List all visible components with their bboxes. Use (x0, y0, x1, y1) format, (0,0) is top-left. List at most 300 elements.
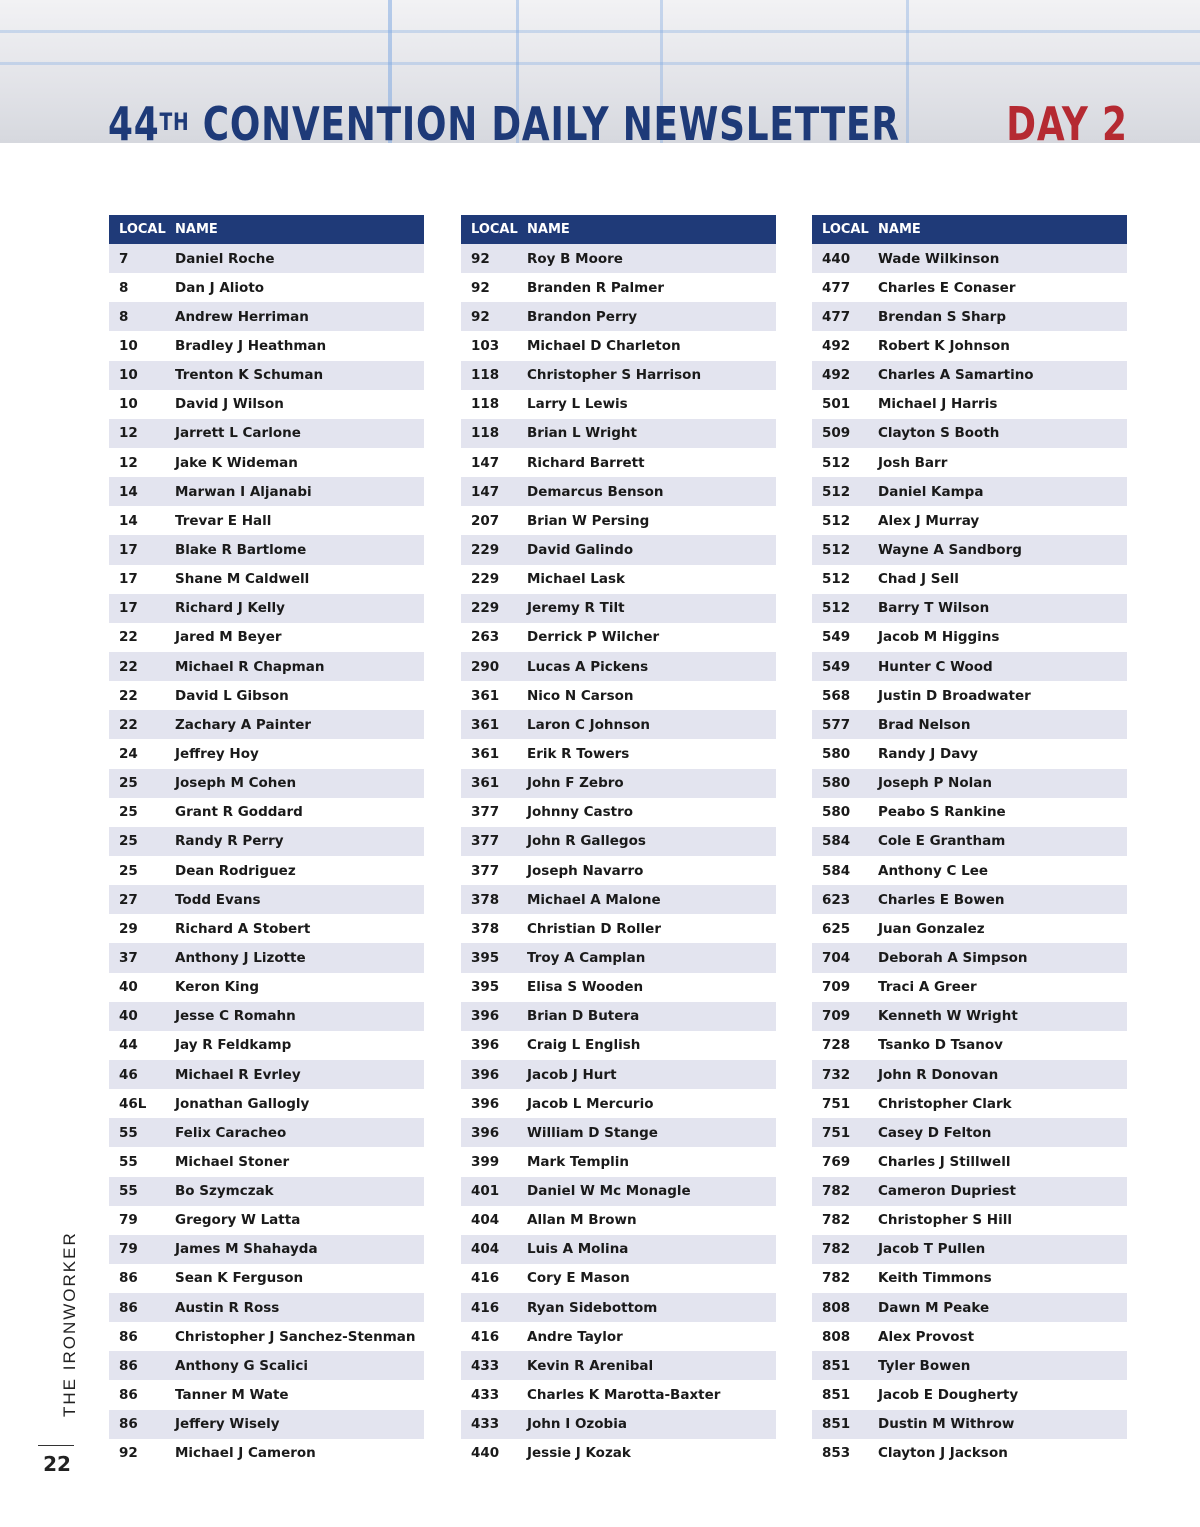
local-number: 399 (471, 1153, 500, 1170)
table-row (812, 710, 1127, 739)
table-row (109, 331, 424, 360)
member-name: Daniel Roche (175, 250, 275, 267)
member-name: Christopher S Hill (878, 1212, 1012, 1229)
member-name: Jeffrey Hoy (175, 745, 259, 762)
local-number: 86 (119, 1299, 138, 1316)
table-row (109, 1439, 424, 1468)
table-row (812, 1147, 1127, 1176)
table-row (109, 973, 424, 1002)
name-header: NAME (175, 222, 218, 237)
table-row (461, 710, 776, 739)
member-name: Jessie J Kozak (527, 1445, 631, 1462)
table-row (812, 827, 1127, 856)
member-name: Anthony C Lee (878, 862, 989, 879)
table-row (109, 506, 424, 535)
member-name: Michael R Chapman (175, 658, 325, 675)
member-name: Laron C Johnson (527, 716, 651, 733)
local-number: 22 (119, 629, 138, 646)
table-row (109, 477, 424, 506)
member-name: Chad J Sell (878, 571, 959, 588)
table-row (461, 1264, 776, 1293)
member-name: John I Ozobia (527, 1416, 627, 1433)
local-number: 263 (471, 629, 500, 646)
table-row (461, 594, 776, 623)
member-name: Grant R Goddard (175, 804, 303, 821)
table-row (109, 943, 424, 972)
member-name: Clayton S Booth (878, 425, 1000, 442)
local-header: LOCAL (119, 222, 166, 237)
member-name: Cole E Grantham (878, 833, 1006, 850)
member-name: Richard A Stobert (175, 920, 311, 937)
member-name: Daniel Kampa (878, 483, 984, 500)
table-row (812, 535, 1127, 564)
local-number: 22 (119, 716, 138, 733)
local-number: 86 (119, 1416, 138, 1433)
local-number: 27 (119, 891, 138, 908)
member-name: Clayton J Jackson (878, 1445, 1008, 1462)
table-row (461, 1235, 776, 1264)
local-number: 477 (822, 308, 851, 325)
table-row (812, 885, 1127, 914)
table-row (109, 1293, 424, 1322)
name-header: NAME (527, 222, 570, 237)
table-row (461, 1177, 776, 1206)
table-row (109, 390, 424, 419)
local-number: 44 (119, 1037, 138, 1054)
local-number: 361 (471, 775, 500, 792)
member-name: Brendan S Sharp (878, 308, 1006, 325)
local-number: 549 (822, 658, 851, 675)
table-row (109, 1060, 424, 1089)
table-row (109, 1118, 424, 1147)
table-row (461, 769, 776, 798)
table-row (461, 1351, 776, 1380)
table-row (461, 798, 776, 827)
table-row (109, 1410, 424, 1439)
member-name: Christopher J Sanchez-Stenman (175, 1328, 416, 1345)
table-row (812, 1351, 1127, 1380)
member-name: Jesse C Romahn (175, 1008, 296, 1025)
local-number: 10 (119, 337, 138, 354)
local-number: 14 (119, 512, 138, 529)
table-row (109, 448, 424, 477)
local-number: 395 (471, 979, 500, 996)
local-number: 404 (471, 1241, 500, 1258)
local-number: 55 (119, 1183, 138, 1200)
page-number: 22 (43, 1452, 71, 1476)
member-name: Dean Rodriguez (175, 862, 296, 879)
local-number: 623 (822, 891, 851, 908)
publication-name: THE IRONWORKER (60, 1231, 79, 1417)
member-name: Tyler Bowen (878, 1357, 971, 1374)
table-row (461, 1293, 776, 1322)
local-number: 229 (471, 541, 500, 558)
member-name: Andre Taylor (527, 1328, 623, 1345)
local-number: 396 (471, 1008, 500, 1025)
local-number: 568 (822, 687, 851, 704)
local-number: 512 (822, 454, 851, 471)
local-number: 378 (471, 920, 500, 937)
local-number: 396 (471, 1095, 500, 1112)
local-number: 395 (471, 949, 500, 966)
member-name: Charles J Stillwell (878, 1153, 1011, 1170)
header-banner (0, 0, 1200, 151)
member-name: Bo Szymczak (175, 1183, 274, 1200)
local-number: 46L (119, 1095, 147, 1112)
local-number: 512 (822, 512, 851, 529)
table-row (812, 1177, 1127, 1206)
table-row (812, 1118, 1127, 1147)
member-name: Michael D Charleton (527, 337, 681, 354)
member-name: Larry L Lewis (527, 396, 628, 413)
local-number: 580 (822, 775, 851, 792)
member-name: Nico N Carson (527, 687, 634, 704)
day-label: DAY 2 (1006, 97, 1128, 151)
local-number: 728 (822, 1037, 851, 1054)
member-name: Mark Templin (527, 1153, 630, 1170)
member-name: Tanner M Wate (175, 1387, 289, 1404)
table-row (461, 390, 776, 419)
member-name: Gregory W Latta (175, 1212, 301, 1229)
local-number: 377 (471, 862, 500, 879)
local-number: 625 (822, 920, 851, 937)
local-number: 229 (471, 571, 500, 588)
table-row (812, 565, 1127, 594)
divider (38, 1445, 74, 1446)
table-row (461, 943, 776, 972)
table-row (461, 827, 776, 856)
local-number: 440 (822, 250, 851, 267)
table-row (812, 506, 1127, 535)
member-name: Charles E Conaser (878, 279, 1016, 296)
local-number: 577 (822, 716, 851, 733)
local-number: 25 (119, 804, 138, 821)
name-header: NAME (878, 222, 921, 237)
table-row (109, 1322, 424, 1351)
member-name: Craig L English (527, 1037, 641, 1054)
member-name: Keron King (175, 979, 259, 996)
member-name: Anthony G Scalici (175, 1357, 309, 1374)
local-number: 433 (471, 1357, 500, 1374)
local-number: 808 (822, 1299, 851, 1316)
local-number: 22 (119, 658, 138, 675)
local-number: 851 (822, 1387, 851, 1404)
member-name: Michael Lask (527, 571, 625, 588)
member-name: Josh Barr (878, 454, 948, 471)
table-header (461, 215, 776, 244)
member-name: Andrew Herriman (175, 308, 309, 325)
table-row (812, 652, 1127, 681)
local-number: 40 (119, 1008, 138, 1025)
local-number: 46 (119, 1066, 138, 1083)
local-number: 549 (822, 629, 851, 646)
member-name: Christopher Clark (878, 1095, 1012, 1112)
member-name: Tsanko D Tsanov (878, 1037, 1003, 1054)
local-number: 86 (119, 1387, 138, 1404)
table-row (812, 1322, 1127, 1351)
local-number: 477 (822, 279, 851, 296)
table-row (812, 244, 1127, 273)
local-number: 512 (822, 600, 851, 617)
table-row (812, 273, 1127, 302)
local-number: 709 (822, 979, 851, 996)
table-row (109, 1351, 424, 1380)
table-row (461, 331, 776, 360)
local-number: 853 (822, 1445, 851, 1462)
local-number: 7 (119, 250, 129, 267)
table-row (109, 1235, 424, 1264)
member-name: Robert K Johnson (878, 337, 1010, 354)
table-row (812, 769, 1127, 798)
member-name: Richard Barrett (527, 454, 645, 471)
member-name: Dan J Alioto (175, 279, 265, 296)
local-number: 416 (471, 1299, 500, 1316)
member-name: Troy A Camplan (527, 949, 646, 966)
member-name: Shane M Caldwell (175, 571, 310, 588)
local-header: LOCAL (822, 222, 869, 237)
table-row (812, 331, 1127, 360)
member-name: Wade Wilkinson (878, 250, 1000, 267)
table-row (109, 769, 424, 798)
local-number: 416 (471, 1328, 500, 1345)
local-number: 361 (471, 745, 500, 762)
table-row (812, 1264, 1127, 1293)
table-row (109, 302, 424, 331)
member-name: Brian W Persing (527, 512, 650, 529)
member-name: Jeremy R Tilt (527, 600, 625, 617)
table-row (812, 1380, 1127, 1409)
table-row (461, 535, 776, 564)
local-number: 433 (471, 1387, 500, 1404)
member-name: Juan Gonzalez (878, 920, 985, 937)
local-number: 86 (119, 1328, 138, 1345)
table-row (461, 1118, 776, 1147)
member-name: Sean K Ferguson (175, 1270, 304, 1287)
local-number: 17 (119, 571, 138, 588)
local-number: 512 (822, 541, 851, 558)
local-number: 782 (822, 1212, 851, 1229)
local-number: 8 (119, 308, 129, 325)
table-row (812, 390, 1127, 419)
local-number: 709 (822, 1008, 851, 1025)
local-number: 229 (471, 600, 500, 617)
member-name: Kenneth W Wright (878, 1008, 1018, 1025)
member-name: Traci A Greer (878, 979, 977, 996)
table-row (109, 739, 424, 768)
member-name: Austin R Ross (175, 1299, 280, 1316)
table-row (109, 652, 424, 681)
member-name: Daniel W Mc Monagle (527, 1183, 691, 1200)
table-row (461, 419, 776, 448)
local-number: 501 (822, 396, 851, 413)
table-header (109, 215, 424, 244)
roster-column-3 (812, 215, 1127, 1468)
member-name: Peabo S Rankine (878, 804, 1006, 821)
member-name: Keith Timmons (878, 1270, 992, 1287)
table-row (461, 361, 776, 390)
local-number: 92 (471, 308, 490, 325)
table-row (461, 1206, 776, 1235)
table-row (812, 361, 1127, 390)
local-number: 808 (822, 1328, 851, 1345)
member-name: Dustin M Withrow (878, 1416, 1015, 1433)
local-number: 14 (119, 483, 138, 500)
table-body (109, 244, 424, 1468)
member-name: Dawn M Peake (878, 1299, 990, 1316)
member-name: Joseph M Cohen (175, 775, 297, 792)
local-number: 401 (471, 1183, 500, 1200)
member-name: Alex J Murray (878, 512, 980, 529)
local-number: 751 (822, 1124, 851, 1141)
member-name: Hunter C Wood (878, 658, 993, 675)
table-row (812, 914, 1127, 943)
table-row (461, 652, 776, 681)
local-number: 492 (822, 367, 851, 384)
member-name: Deborah A Simpson (878, 949, 1028, 966)
member-name: David L Gibson (175, 687, 289, 704)
member-name: Jared M Beyer (175, 629, 282, 646)
table-row (812, 681, 1127, 710)
local-number: 290 (471, 658, 500, 675)
table-row (109, 798, 424, 827)
local-number: 704 (822, 949, 851, 966)
member-name: Barry T Wilson (878, 600, 990, 617)
table-row (461, 681, 776, 710)
member-name: Casey D Felton (878, 1124, 992, 1141)
table-row (109, 594, 424, 623)
member-name: Trevar E Hall (175, 512, 272, 529)
member-name: Michael J Harris (878, 396, 998, 413)
table-row (812, 1439, 1127, 1468)
member-name: Michael J Cameron (175, 1445, 316, 1462)
table-row (812, 943, 1127, 972)
table-row (461, 1002, 776, 1031)
table-row (812, 1293, 1127, 1322)
local-number: 440 (471, 1445, 500, 1462)
table-body (461, 244, 776, 1468)
local-number: 509 (822, 425, 851, 442)
member-name: Felix Caracheo (175, 1124, 287, 1141)
local-number: 10 (119, 396, 138, 413)
table-row (461, 1060, 776, 1089)
member-name: Joseph P Nolan (878, 775, 992, 792)
local-number: 378 (471, 891, 500, 908)
table-row (461, 1089, 776, 1118)
member-name: Bradley J Heathman (175, 337, 327, 354)
table-row (109, 623, 424, 652)
member-name: Jarrett L Carlone (175, 425, 301, 442)
table-row (812, 798, 1127, 827)
member-name: Zachary A Painter (175, 716, 312, 733)
local-number: 10 (119, 367, 138, 384)
table-header (812, 215, 1127, 244)
local-number: 377 (471, 833, 500, 850)
member-name: John R Gallegos (527, 833, 646, 850)
local-number: 396 (471, 1124, 500, 1141)
member-name: Randy R Perry (175, 833, 284, 850)
member-name: Jeffery Wisely (175, 1416, 280, 1433)
table-row (461, 244, 776, 273)
member-name: John F Zebro (527, 775, 624, 792)
table-row (461, 973, 776, 1002)
member-name: Randy J Davy (878, 745, 978, 762)
table-row (812, 1031, 1127, 1060)
local-number: 17 (119, 541, 138, 558)
local-number: 361 (471, 716, 500, 733)
table-row (812, 1410, 1127, 1439)
local-number: 12 (119, 454, 138, 471)
table-row (109, 244, 424, 273)
local-number: 377 (471, 804, 500, 821)
local-number: 580 (822, 745, 851, 762)
local-number: 584 (822, 833, 851, 850)
member-name: Erik R Towers (527, 745, 630, 762)
table-row (461, 273, 776, 302)
local-number: 12 (119, 425, 138, 442)
local-number: 416 (471, 1270, 500, 1287)
local-number: 17 (119, 600, 138, 617)
member-name: Brad Nelson (878, 716, 971, 733)
local-number: 751 (822, 1095, 851, 1112)
local-number: 92 (471, 279, 490, 296)
member-name: Joseph Navarro (527, 862, 644, 879)
roster-column-1 (109, 215, 424, 1468)
local-number: 396 (471, 1066, 500, 1083)
member-name: Allan M Brown (527, 1212, 637, 1229)
member-name: Brian L Wright (527, 425, 637, 442)
table-row (109, 1089, 424, 1118)
member-name: Wayne A Sandborg (878, 541, 1022, 558)
table-row (812, 1206, 1127, 1235)
table-row (812, 1089, 1127, 1118)
table-row (109, 827, 424, 856)
local-number: 512 (822, 571, 851, 588)
local-number: 769 (822, 1153, 851, 1170)
table-row (461, 1380, 776, 1409)
local-number: 8 (119, 279, 129, 296)
local-number: 37 (119, 949, 138, 966)
local-number: 118 (471, 367, 500, 384)
member-name: Elisa S Wooden (527, 979, 644, 996)
member-name: Jonathan Gallogly (175, 1095, 310, 1112)
local-number: 782 (822, 1183, 851, 1200)
local-number: 25 (119, 775, 138, 792)
member-name: Trenton K Schuman (175, 367, 324, 384)
member-name: Lucas A Pickens (527, 658, 649, 675)
local-number: 492 (822, 337, 851, 354)
table-row (109, 565, 424, 594)
local-number: 92 (119, 1445, 138, 1462)
table-row (109, 1206, 424, 1235)
table-row (812, 623, 1127, 652)
member-name: Jay R Feldkamp (175, 1037, 292, 1054)
member-name: Jacob E Dougherty (878, 1387, 1019, 1404)
member-name: Alex Provost (878, 1328, 975, 1345)
local-number: 103 (471, 337, 500, 354)
member-name: Charles A Samartino (878, 367, 1034, 384)
local-number: 404 (471, 1212, 500, 1229)
table-row (812, 1002, 1127, 1031)
member-name: Demarcus Benson (527, 483, 664, 500)
table-row (812, 856, 1127, 885)
local-number: 86 (119, 1357, 138, 1374)
local-number: 782 (822, 1241, 851, 1258)
local-number: 361 (471, 687, 500, 704)
member-name: Jacob T Pullen (878, 1241, 986, 1258)
table-row (812, 419, 1127, 448)
local-number: 22 (119, 687, 138, 704)
member-name: Cameron Dupriest (878, 1183, 1016, 1200)
